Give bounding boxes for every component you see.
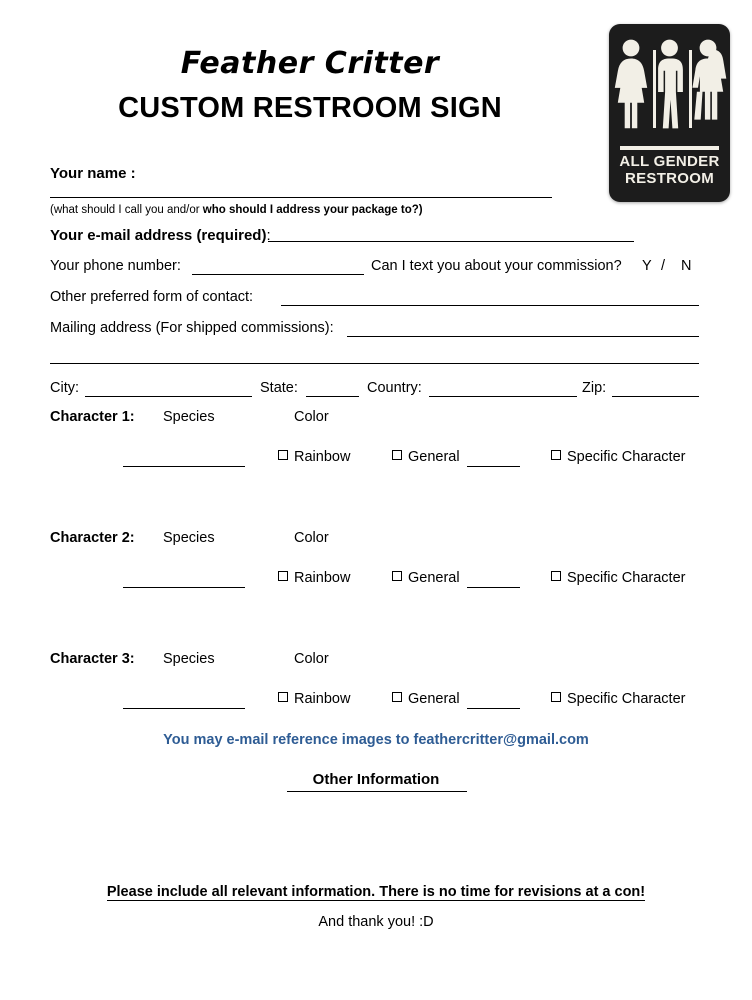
character-3-species-input-line[interactable]: [123, 708, 245, 709]
country-input-line[interactable]: [429, 396, 577, 397]
divider-bar: [689, 50, 692, 128]
name-hint-regular: (what should I call you and/or: [50, 204, 203, 216]
sign-caption-line2: RESTROOM: [624, 170, 715, 188]
checkbox-icon[interactable]: [551, 692, 561, 702]
footer-thanks: And thank you! :D: [318, 914, 434, 930]
other-contact-input-line[interactable]: [281, 305, 699, 306]
divider-bar: [653, 50, 656, 128]
character-1-general-input-line[interactable]: [467, 466, 520, 467]
checkbox-icon[interactable]: [278, 450, 288, 460]
phone-label: Your phone number:: [50, 258, 181, 274]
restroom-pictograms-svg: [609, 33, 730, 141]
mailing-address-input-line-2[interactable]: [50, 363, 699, 364]
character-3-specific-option[interactable]: [551, 692, 685, 707]
character-2-general-label: General: [408, 570, 460, 586]
character-3-rainbow-label: Rainbow: [294, 691, 351, 707]
state-input-line[interactable]: [306, 396, 359, 397]
character-3-general-label: General: [408, 691, 460, 707]
state-label: State:: [260, 380, 298, 396]
checkbox-icon[interactable]: [278, 692, 288, 702]
character-1-specific-label: Specific Character: [567, 449, 686, 465]
city-label: City:: [50, 380, 79, 396]
character-1-label: Character 1:: [50, 409, 135, 425]
all-gender-restroom-sign: [609, 24, 730, 202]
sign-caption: [609, 153, 730, 187]
other-contact-label: Other preferred form of contact:: [50, 289, 254, 305]
restroom-figures: [609, 33, 730, 141]
character-1-rainbow-label: Rainbow: [294, 449, 351, 465]
sign-caption-line1: ALL GENDER: [619, 153, 720, 170]
checkbox-icon[interactable]: [392, 692, 402, 702]
character-1-rainbow-option[interactable]: [278, 450, 350, 465]
country-label: Country:: [367, 380, 422, 396]
email-reference-note[interactable]: You may e-mail reference images to feathercritter@gmail.com: [163, 732, 589, 748]
female-figure: [615, 40, 647, 129]
character-2-specific-label: Specific Character: [567, 570, 686, 586]
character-3-species-heading: Species: [163, 651, 215, 667]
text-no-option[interactable]: N: [681, 258, 692, 274]
character-2-species-heading: Species: [163, 530, 215, 546]
email-label: Your e-mail address (required): [50, 227, 267, 244]
character-1-color-heading: Color: [294, 409, 329, 425]
checkbox-icon[interactable]: [551, 571, 561, 581]
character-3-label: Character 3:: [50, 651, 135, 667]
male-figure: [658, 40, 683, 129]
character-1-specific-option[interactable]: [551, 450, 685, 465]
text-slash: /: [661, 258, 666, 274]
character-1-species-heading: Species: [163, 409, 215, 425]
page-header: [0, 48, 620, 125]
character-1-general-option[interactable]: [392, 450, 460, 465]
name-hint: [50, 205, 423, 217]
character-2-rainbow-label: Rainbow: [294, 570, 351, 586]
footer-warning-text: Please include all relevant information. There is no time for revisions at a con!: [106, 884, 646, 900]
character-1-species-input-line[interactable]: [123, 466, 245, 467]
character-3-general-input-line[interactable]: [467, 708, 520, 709]
mailing-address-label: Mailing address (For shipped commissions):: [50, 320, 334, 336]
zip-input-line[interactable]: [612, 396, 699, 397]
phone-input-line[interactable]: [192, 274, 364, 275]
brand-title: Feather Critter: [180, 46, 440, 81]
character-1-general-label: General: [408, 449, 460, 465]
mailing-address-input-line-1[interactable]: [347, 336, 699, 337]
name-hint-bold: who should I address your package to?): [202, 204, 423, 216]
character-3-rainbow-option[interactable]: [278, 692, 350, 707]
other-information-heading: Other Information: [312, 771, 440, 788]
city-input-line[interactable]: [85, 396, 252, 397]
character-2-label: Character 2:: [50, 530, 135, 546]
text-question-label: Can I text you about your commission?: [371, 258, 622, 274]
checkbox-icon[interactable]: [392, 450, 402, 460]
checkbox-icon[interactable]: [551, 450, 561, 460]
name-label: Your name :: [50, 165, 136, 182]
zip-label: Zip:: [582, 380, 607, 396]
character-3-color-heading: Color: [294, 651, 329, 667]
character-2-species-input-line[interactable]: [123, 587, 245, 588]
character-3-general-option[interactable]: [392, 692, 460, 707]
email-row: [50, 228, 271, 243]
name-input-line[interactable]: [50, 197, 552, 198]
footer-warning: [0, 884, 752, 901]
character-2-specific-option[interactable]: [551, 571, 685, 586]
sign-divider-rule: [620, 146, 719, 150]
character-2-general-option[interactable]: [392, 571, 460, 586]
half-skirt-figure: [692, 40, 726, 120]
checkbox-icon[interactable]: [392, 571, 402, 581]
character-2-general-input-line[interactable]: [467, 587, 520, 588]
checkbox-icon[interactable]: [278, 571, 288, 581]
text-yes-option[interactable]: Y: [642, 258, 652, 274]
page-title: CUSTOM RESTROOM SIGN: [118, 91, 502, 124]
email-input-line[interactable]: [268, 241, 634, 242]
character-2-rainbow-option[interactable]: [278, 571, 350, 586]
email-colon: :: [266, 227, 271, 244]
other-information-underline: [287, 791, 467, 792]
character-3-specific-label: Specific Character: [567, 691, 686, 707]
character-2-color-heading: Color: [294, 530, 329, 546]
